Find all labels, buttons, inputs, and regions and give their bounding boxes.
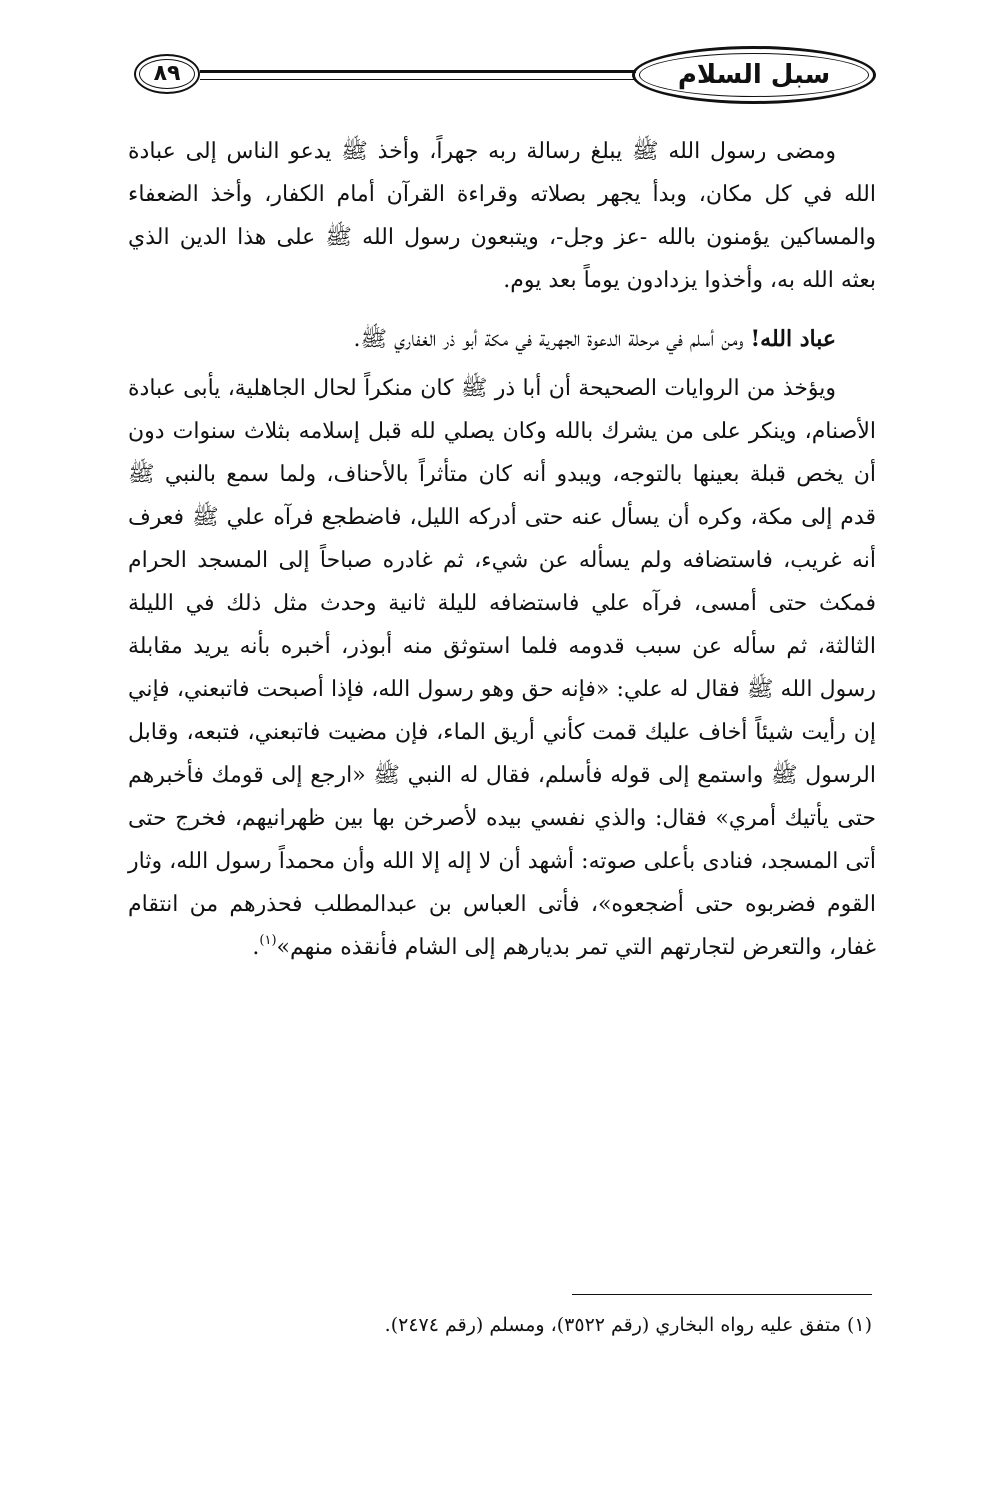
footnote-reference: (١) bbox=[259, 933, 277, 948]
paragraph-3-tail: . bbox=[252, 935, 260, 960]
paragraph-3-text: ويؤخذ من الروايات الصحيحة أن أبا ذر ﷺ كان منكراً لحال الجاهلية، يأبى عبادة الأصنام، وينكر على من يشرك بالله وكان يصلي لله قبل إسلامه بثلاث سنوات دون أن يخص قبلة بعينها بالتوجه، ويبدو أنه كان متأثراً بالأحناف، ولما سمع بالنبي ﷺ قدم إلى مكة، وكره أن يسأل عنه حتى أدركه الليل، فاضطجع فرآه علي ﷺ فعرف أنه غريب، فاستضافه ولم يسأله عن شيء، ثم غادره صباحاً إلى المسجد الحرام فمكث حتى أمسى، فرآه علي فاستضافه لليلة ثانية وحدث مثل ذلك في الليلة الثالثة، ثم سأله عن سبب قدومه فلما استوثق منه أبوذر، أخبره بأنه يريد مقابلة رسول الله ﷺ فقال له علي: «فإنه حق وهو رسول الله، فإذا أصبحت فاتبعني، فإني إن رأيت شيئاً أخاف عليك قمت كأني أريق الماء، فإن مضيت فاتبعني، فتبعه، وقابل الرسول ﷺ واستمع إلى قوله فأسلم، فقال له النبي ﷺ «ارجع إلى قومك فأخبرهم حتى يأتيك أمري» فقال: والذي نفسي بيده لأصرخن بها بين ظهرانيهم، فخرج حتى أتى المسجد، فنادى بأعلى صوته: أشهد أن لا إله إلا الله وأن محمداً رسول الله، وثار القوم فضربوه حتى أضجعوه»، فأتى العباس بن عبدالمطلب فحذرهم من انتقام غفار، والتعرض لتجارتهم التي تمر بديارهم إلى الشام فأنقذه منهم» bbox=[128, 376, 876, 960]
paragraph-3 bbox=[128, 367, 876, 969]
paragraph-2-lead: عباد الله! bbox=[750, 326, 836, 352]
page-body bbox=[128, 130, 876, 969]
paragraph-2 bbox=[128, 318, 876, 361]
book-title: سبل السلام bbox=[677, 60, 831, 90]
paragraph-2-text: ومن أسلم في مرحلة الدعوة الجهرية في مكة أبو ذر الغفاري ﷺ. bbox=[353, 327, 744, 352]
page-number-frame bbox=[134, 54, 200, 94]
page-header bbox=[128, 40, 876, 118]
paragraph-1-text: ومضى رسول الله ﷺ يبلغ رسالة ربه جهراً، وأخذ ﷺ يدعو الناس إلى عبادة الله في كل مكان، وبدأ يجهر بصلاته وقراءة القرآن أمام الكفار، وأخذ الضعفاء والمساكين يؤمنون بالله -عز وجل-، ويتبعون رسول الله ﷺ على هذا الدين الذي بعثه الله به، وأخذوا يزدادون يوماً بعد يوم. bbox=[128, 139, 876, 293]
footnote-separator bbox=[572, 1294, 872, 1295]
paragraph-1 bbox=[128, 130, 876, 302]
header-rule bbox=[200, 70, 636, 80]
page-number: ٨٩ bbox=[153, 61, 181, 86]
book-title-frame bbox=[632, 46, 876, 104]
footnote: (١) متفق عليه رواه البخاري (رقم ٣٥٢٢)، ومسلم (رقم ٢٤٧٤). bbox=[384, 1314, 872, 1336]
